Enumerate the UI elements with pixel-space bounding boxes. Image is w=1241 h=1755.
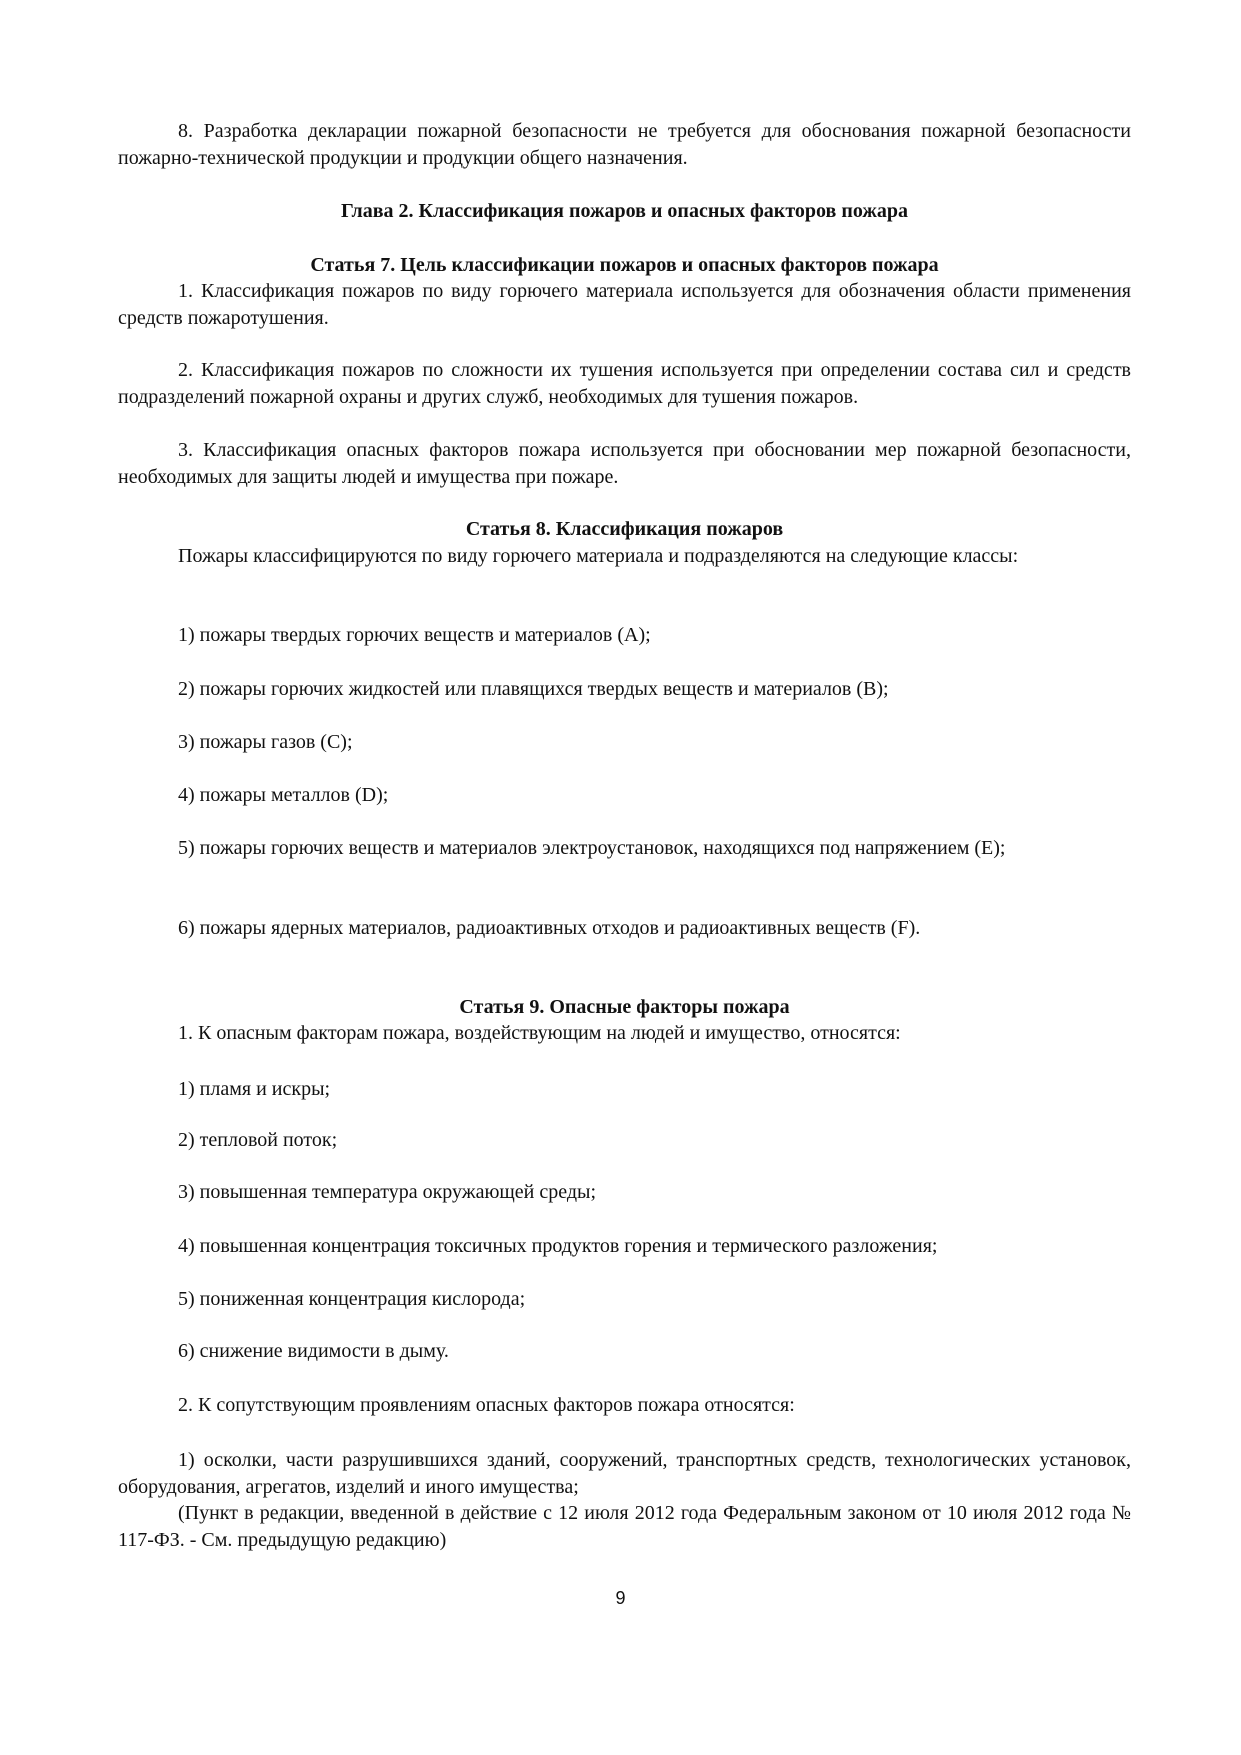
article-7-title: Статья 7. Цель классификации пожаров и опасных факторов пожара (310, 254, 939, 276)
list-item: 5) пониженная концентрация кислорода; (178, 1288, 526, 1310)
list-item: 3) повышенная температура окружающей среды; (178, 1181, 597, 1203)
article-7-paragraph-1: 1. Классификация пожаров по виду горючего материала используется для обозначения области применения средств пожаротушения. (118, 280, 1131, 329)
page-number: 9 (615, 1588, 626, 1608)
list-item: 6) пожары ядерных материалов, радиоактивных отходов и радиоактивных веществ (F). (178, 917, 921, 939)
article-9-title: Статья 9. Опасные факторы пожара (459, 996, 790, 1018)
list-item: 1) пламя и искры; (178, 1078, 331, 1100)
list-item: 5) пожары горючих веществ и материалов электроустановок, находящихся под напряжением (E); (178, 837, 1006, 859)
list-item: 6) снижение видимости в дыму. (178, 1340, 449, 1362)
list-item: 1) пожары твердых горючих веществ и материалов (A); (178, 624, 651, 646)
list-item: 2) тепловой поток; (178, 1129, 338, 1151)
chapter-heading: Глава 2. Классификация пожаров и опасных факторов пожара (341, 200, 908, 222)
article-7-paragraph-3: 3. Классификация опасных факторов пожара используется при обосновании мер пожарной безопасности, необходимых для защиты людей и имущества при пожаре. (118, 439, 1131, 488)
revision-note: (Пункт в редакции, введенной в действие с 12 июля 2012 года Федеральным законом от 10 июля 2012 года № 117-ФЗ. - См. предыдущую редакцию) (118, 1502, 1131, 1551)
article-7-paragraph-2: 2. Классификация пожаров по сложности их тушения используется при определении состава сил и средств подразделений пожарной охраны и других служб, необходимых для тушения пожаров. (118, 359, 1131, 408)
article-9-paragraph-2: 2. К сопутствующим проявлениям опасных факторов пожара относятся: (178, 1394, 795, 1416)
paragraph-8: 8. Разработка декларации пожарной безопасности не требуется для обоснования пожарной безопасности пожарно-технической продукции и продукции общего назначения. (118, 120, 1131, 169)
list-item: 1) осколки, части разрушившихся зданий, сооружений, транспортных средств, технологических установок, оборудования, агрегатов, изделий и иного имущества; (118, 1449, 1131, 1498)
article-9-paragraph-1: 1. К опасным факторам пожара, воздействующим на людей и имущество, относятся: (178, 1022, 901, 1044)
list-item: 4) пожары металлов (D); (178, 784, 389, 806)
article-8-intro: Пожары классифицируются по виду горючего материала и подразделяются на следующие классы: (178, 545, 1019, 567)
article-8-title: Статья 8. Классификация пожаров (465, 518, 784, 540)
list-item: 2) пожары горючих жидкостей или плавящихся твердых веществ и материалов (B); (178, 678, 889, 700)
list-item: 4) повышенная концентрация токсичных продуктов горения и термического разложения; (178, 1235, 938, 1257)
list-item: 3) пожары газов (C); (178, 731, 353, 753)
